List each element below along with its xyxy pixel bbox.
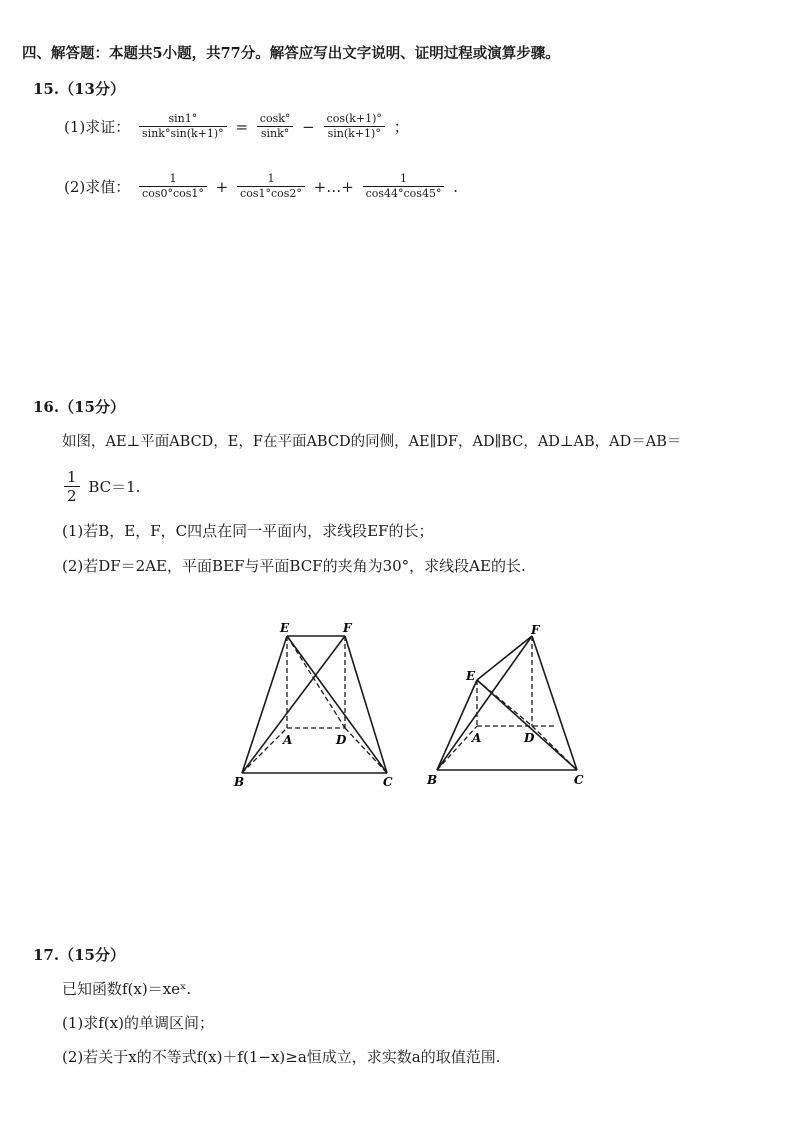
label-F: F [531, 623, 540, 637]
q16-figure-1 [230, 618, 400, 790]
q15-part1-fraction-3: $\frac{\cos(k+1)^\circ}{\sin(k+1)^\circ}$ [324, 112, 385, 141]
edge-EB [437, 680, 477, 770]
q15-part2-fraction-2: $\frac{1}{\cos 1^\circ\cos 2^\circ}$ [237, 172, 305, 201]
q15-title: 15.（13分） [33, 80, 125, 98]
q15-part2-fraction-3: $\frac{1}{\cos 44^\circ\cos 45^\circ}$ [363, 172, 445, 201]
section-header: 四、解答题：本题共5小题，共77分。解答应写出文字说明、证明过程或演算步骤。 [22, 45, 560, 62]
edge-EC [287, 636, 387, 773]
edge-EB [242, 636, 287, 773]
q16-part1: (1)若B，E，F，C四点在同一平面内，求线段EF的长； [62, 522, 434, 540]
edge-ED [287, 636, 345, 728]
label-E: E [466, 669, 476, 683]
q17-title: 17.（15分） [33, 946, 125, 964]
label-A: A [472, 731, 482, 745]
q17-part2: (2)若关于x的不等式f(x)＋f(1−x)≥a恒成立，求实数a的取值范围. [62, 1048, 501, 1066]
label-A: A [283, 733, 293, 747]
q15-part2: (2)求值： $\frac{1}{\cos 0^\circ\cos 1^\circ}$ + $\frac{1}{\cos 1^\circ\cos 2^\circ}$ +…+ $\frac{1}{\cos 44^\circ\cos 45^\circ}$ . [64, 172, 459, 200]
label-E: E [280, 621, 290, 635]
q17-line1: 已知函数f(x)＝xeˣ. [62, 980, 192, 998]
q15-part1: (1)求证： $\frac{\sin 1^\circ}{\sin k^\circ\sin(k+1)^\circ}$ = $\frac{\cos k^\circ}{\sin k^\circ}$ − $\frac{\cos(k+1)^\circ}{\sin(k+1)^\circ}$ ； [64, 112, 409, 140]
q16-line2: $\frac{1}{2}$ BC＝1. [62, 468, 142, 505]
label-D: D [524, 731, 535, 745]
label-F: F [343, 621, 352, 635]
q15-part1-label: (1)求证： [64, 118, 131, 136]
edge-FC [345, 636, 387, 773]
edge-EF [477, 636, 532, 680]
q15-part2-label: (2)求值： [64, 178, 131, 196]
label-B: B [427, 773, 438, 787]
label-C: C [574, 773, 584, 787]
q16-line1: 如图，AE⊥平面ABCD，E，F在平面ABCD的同侧，AE∥DF，AD∥BC，AD⊥AB，AD＝AB＝ [62, 434, 682, 450]
edge-BF [437, 636, 532, 770]
q15-part1-fraction-1: $\frac{\sin 1^\circ}{\sin k^\circ\sin(k+1)^\circ}$ [139, 112, 227, 141]
label-B: B [234, 775, 245, 789]
q16-figure-2 [422, 618, 602, 790]
q17-part1: (1)求f(x)的单调区间； [62, 1014, 214, 1032]
label-C: C [383, 775, 393, 789]
q16-title: 16.（15分） [33, 398, 125, 416]
label-D: D [336, 733, 347, 747]
edge-BA [437, 726, 477, 770]
q16-part2: (2)若DF＝2AE，平面BEF与平面BCF的夹角为30°，求线段AE的长. [62, 557, 526, 575]
q15-part2-fraction-1: $\frac{1}{\cos 0^\circ\cos 1^\circ}$ [139, 172, 207, 201]
q16-half-fraction: $\frac{1}{2}$ [64, 468, 80, 505]
q15-part1-fraction-2: $\frac{\cos k^\circ}{\sin k^\circ}$ [257, 112, 294, 141]
